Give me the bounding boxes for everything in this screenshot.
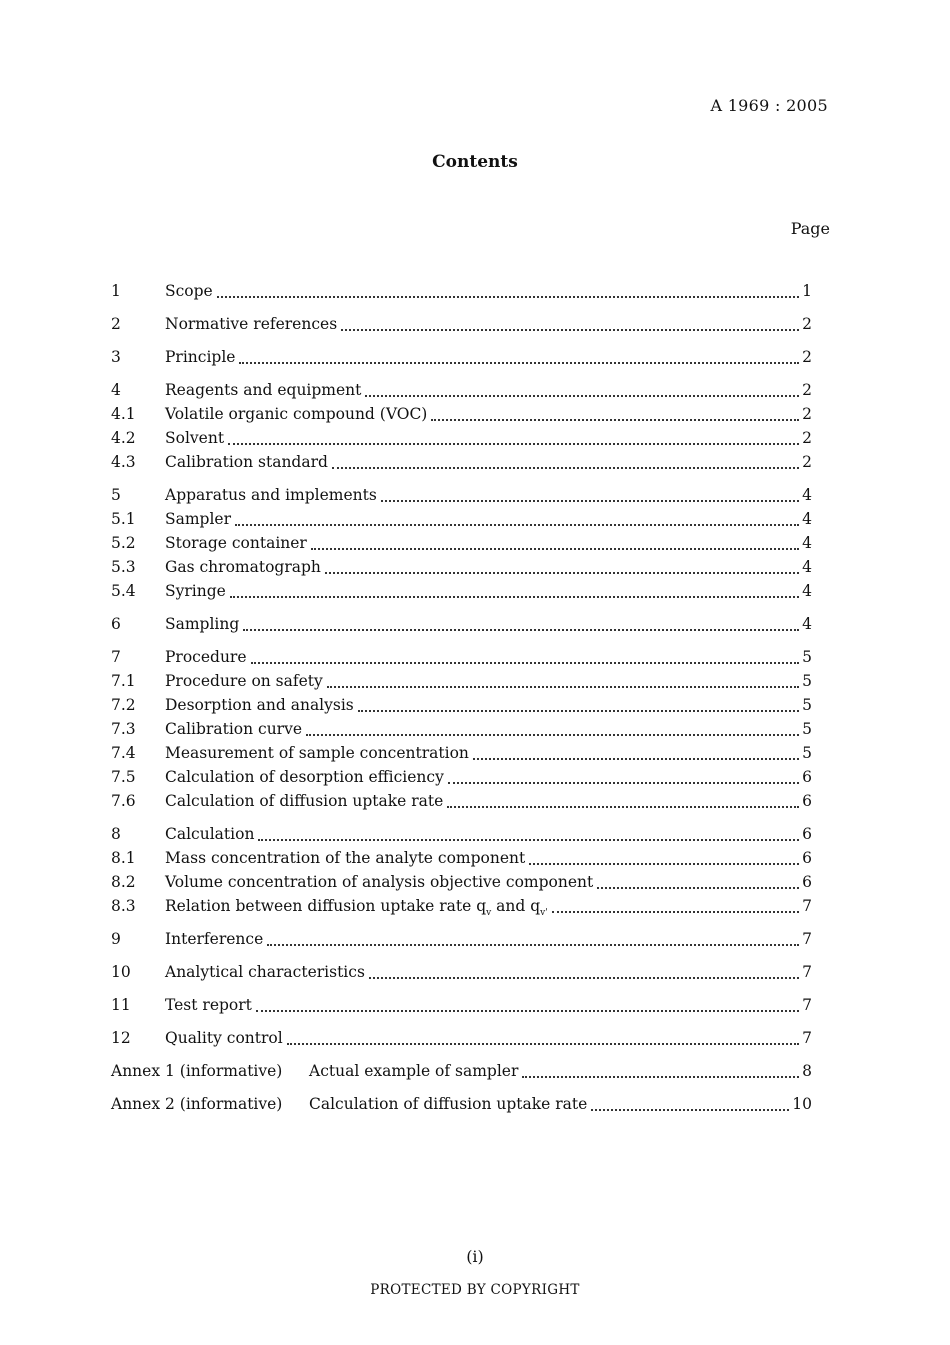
toc-entry-title bbox=[165, 930, 267, 948]
toc-entry-number: 8.3 bbox=[111, 897, 136, 915]
dot-leader bbox=[217, 296, 799, 298]
toc-group bbox=[111, 282, 812, 306]
toc-entry-title-text: Storage container bbox=[165, 534, 307, 552]
dot-leader bbox=[239, 362, 799, 364]
toc-entry-page: 2 bbox=[802, 405, 812, 423]
toc-entry-number: 3 bbox=[111, 348, 121, 366]
toc-entry-page: 7 bbox=[802, 1029, 812, 1047]
toc-group bbox=[111, 615, 812, 639]
toc-entry-page: 4 bbox=[802, 615, 812, 633]
toc-entry[interactable] bbox=[111, 873, 812, 897]
toc-group bbox=[111, 825, 812, 921]
subscript: v' bbox=[540, 908, 548, 919]
dot-leader bbox=[306, 734, 799, 736]
toc-entry-title bbox=[165, 486, 381, 504]
toc-entry-title bbox=[165, 648, 251, 666]
toc-entry-page: 4 bbox=[802, 510, 812, 528]
toc-entry[interactable] bbox=[111, 348, 812, 372]
toc-entry-title-text: Calculation of desorption efficiency bbox=[165, 768, 444, 786]
toc-entry-title-text: Principle bbox=[165, 348, 236, 366]
toc-entry-title-text: Volume concentration of analysis objective component bbox=[165, 873, 594, 891]
dot-leader bbox=[369, 977, 799, 979]
dot-leader bbox=[256, 1010, 799, 1012]
toc-entry[interactable] bbox=[111, 672, 812, 696]
toc-entry-title bbox=[165, 429, 228, 447]
toc-entry-number: 11 bbox=[111, 996, 131, 1014]
toc-entry[interactable] bbox=[111, 768, 812, 792]
toc-entry-title-text: Scope bbox=[165, 282, 213, 300]
toc-entry-page: 7 bbox=[802, 996, 812, 1014]
toc-group bbox=[111, 648, 812, 816]
dot-leader bbox=[251, 662, 800, 664]
toc-entry-number: 5.4 bbox=[111, 582, 136, 600]
dot-leader bbox=[230, 596, 799, 598]
annex-label: Annex 2 (informative) bbox=[111, 1095, 283, 1113]
toc-entry-page: 5 bbox=[802, 720, 812, 738]
toc-entry-title-text: Procedure on safety bbox=[165, 672, 323, 690]
toc-entry-title bbox=[165, 825, 258, 843]
toc-entry-number: 9 bbox=[111, 930, 121, 948]
toc-entry-number: 8.1 bbox=[111, 849, 136, 867]
toc-entry-number: 4.2 bbox=[111, 429, 136, 447]
toc-entry-number: 5.2 bbox=[111, 534, 136, 552]
toc-entry-title-text: Measurement of sample concentration bbox=[165, 744, 469, 762]
toc-entry[interactable] bbox=[111, 930, 812, 954]
toc-entry[interactable] bbox=[111, 720, 812, 744]
toc-entry-title bbox=[165, 405, 431, 423]
toc-entry-title-text: Apparatus and implements bbox=[165, 486, 377, 504]
toc-entry-title-text: Reagents and equipment bbox=[165, 381, 362, 399]
toc-entry-number: 4.1 bbox=[111, 405, 136, 423]
toc-entry-number: 8.2 bbox=[111, 873, 136, 891]
dot-leader bbox=[287, 1043, 799, 1045]
toc-group bbox=[111, 1029, 812, 1053]
dot-leader bbox=[473, 758, 799, 760]
toc-entry-number: 1 bbox=[111, 282, 121, 300]
toc-entry-title bbox=[165, 873, 597, 891]
toc-entry[interactable] bbox=[111, 744, 812, 768]
toc-entry-title bbox=[165, 510, 235, 528]
toc-entry[interactable] bbox=[111, 825, 812, 849]
dot-leader bbox=[341, 329, 799, 331]
table-of-contents bbox=[111, 282, 812, 1128]
toc-entry[interactable] bbox=[111, 792, 812, 816]
toc-entry[interactable] bbox=[111, 486, 812, 510]
toc-entry-number: 7.6 bbox=[111, 792, 136, 810]
toc-entry-title-text: Syringe bbox=[165, 582, 226, 600]
toc-entry-title-text: Analytical characteristics bbox=[165, 963, 365, 981]
toc-entry-title bbox=[165, 744, 473, 762]
toc-entry-title bbox=[165, 696, 358, 714]
toc-entry-title bbox=[165, 792, 447, 810]
toc-entry-title bbox=[165, 720, 306, 738]
dot-leader bbox=[327, 686, 799, 688]
toc-entry-page: 6 bbox=[802, 768, 812, 786]
toc-entry-page: 6 bbox=[802, 792, 812, 810]
toc-entry-title-text: Interference bbox=[165, 930, 264, 948]
toc-group bbox=[111, 996, 812, 1020]
toc-entry-title bbox=[165, 1029, 287, 1047]
toc-entry-number: 8 bbox=[111, 825, 121, 843]
dot-leader bbox=[448, 782, 799, 784]
toc-entry[interactable] bbox=[111, 1029, 812, 1053]
toc-entry-page: 2 bbox=[802, 315, 812, 333]
dot-leader bbox=[591, 1109, 789, 1111]
toc-entry-page: 2 bbox=[802, 453, 812, 471]
dot-leader bbox=[597, 887, 799, 889]
toc-entry[interactable] bbox=[111, 534, 812, 558]
toc-entry-title-text: Procedure bbox=[165, 648, 247, 666]
dot-leader bbox=[228, 443, 799, 445]
toc-entry-number: 5.3 bbox=[111, 558, 136, 576]
toc-group bbox=[111, 381, 812, 477]
toc-entry-number: 4 bbox=[111, 381, 121, 399]
toc-entry-title bbox=[165, 453, 332, 471]
toc-entry-title bbox=[165, 558, 325, 576]
toc-entry-title bbox=[165, 582, 230, 600]
toc-entry-page: 2 bbox=[802, 429, 812, 447]
toc-entry[interactable] bbox=[111, 453, 812, 477]
toc-entry-title bbox=[165, 996, 256, 1014]
toc-entry-page: 5 bbox=[802, 672, 812, 690]
toc-entry-title-text: Volatile organic compound (VOC) bbox=[165, 405, 428, 423]
toc-entry-number: 10 bbox=[111, 963, 131, 981]
dot-leader bbox=[311, 548, 799, 550]
toc-entry-number: 7.1 bbox=[111, 672, 136, 690]
annex-page: 8 bbox=[802, 1062, 812, 1080]
copyright-notice: PROTECTED BY COPYRIGHT bbox=[370, 1282, 580, 1298]
toc-entry-page: 7 bbox=[802, 963, 812, 981]
toc-entry-title bbox=[165, 282, 217, 300]
dot-leader bbox=[325, 572, 799, 574]
page-folio: (i) bbox=[466, 1247, 484, 1266]
toc-entry[interactable] bbox=[111, 582, 812, 606]
toc-entry[interactable] bbox=[111, 849, 812, 873]
toc-entry-title bbox=[165, 768, 448, 786]
toc-entry-page: 6 bbox=[802, 873, 812, 891]
toc-entry-page: 4 bbox=[802, 582, 812, 600]
toc-entry-number: 7 bbox=[111, 648, 121, 666]
toc-entry-page: 6 bbox=[802, 849, 812, 867]
toc-annex-entry[interactable] bbox=[111, 1095, 812, 1119]
toc-entry-number: 5 bbox=[111, 486, 121, 504]
annex-title: Actual example of sampler bbox=[309, 1062, 519, 1080]
toc-entry-number: 6 bbox=[111, 615, 121, 633]
dot-leader bbox=[447, 806, 799, 808]
toc-entry-title bbox=[165, 897, 552, 918]
toc-entry-number: 5.1 bbox=[111, 510, 136, 528]
toc-entry-title-text: Desorption and analysis bbox=[165, 696, 354, 714]
toc-entry[interactable] bbox=[111, 996, 812, 1020]
dot-leader bbox=[381, 500, 799, 502]
annex-label: Annex 1 (informative) bbox=[111, 1062, 283, 1080]
toc-entry[interactable] bbox=[111, 558, 812, 582]
toc-entry-title bbox=[165, 672, 327, 690]
dot-leader bbox=[267, 944, 799, 946]
toc-entry-title-text: Relation between diffusion uptake rate q bbox=[165, 897, 487, 915]
toc-entry-number: 7.4 bbox=[111, 744, 136, 762]
toc-entry-title bbox=[165, 534, 311, 552]
toc-entry[interactable] bbox=[111, 282, 812, 306]
toc-entry-number: 7.2 bbox=[111, 696, 136, 714]
toc-entry[interactable] bbox=[111, 615, 812, 639]
toc-entry-page: 2 bbox=[802, 381, 812, 399]
page-title: Contents bbox=[432, 152, 518, 172]
toc-entry-page: 4 bbox=[802, 486, 812, 504]
toc-entry[interactable] bbox=[111, 405, 812, 429]
dot-leader bbox=[258, 839, 799, 841]
toc-entry-page: 5 bbox=[802, 696, 812, 714]
page-column-label: Page bbox=[790, 219, 830, 238]
toc-group bbox=[111, 1095, 812, 1119]
toc-entry[interactable] bbox=[111, 510, 812, 534]
toc-entry-title-text: Gas chromatograph bbox=[165, 558, 321, 576]
toc-entry-title-text: Calculation of diffusion uptake rate bbox=[165, 792, 444, 810]
toc-entry-title-text: and q bbox=[491, 897, 541, 915]
toc-entry-number: 7.5 bbox=[111, 768, 136, 786]
toc-entry-title-text: Calibration standard bbox=[165, 453, 328, 471]
toc-entry-title-text: Quality control bbox=[165, 1029, 283, 1047]
toc-entry-page: 2 bbox=[802, 348, 812, 366]
annex-title: Calculation of diffusion uptake rate bbox=[309, 1095, 588, 1113]
toc-entry-number: 12 bbox=[111, 1029, 131, 1047]
annex-page: 10 bbox=[792, 1095, 812, 1113]
toc-entry-number: 4.3 bbox=[111, 453, 136, 471]
toc-group bbox=[111, 315, 812, 339]
toc-entry-page: 4 bbox=[802, 534, 812, 552]
toc-group bbox=[111, 348, 812, 372]
dot-leader bbox=[431, 419, 799, 421]
dot-leader bbox=[358, 710, 799, 712]
toc-entry-title-text: Solvent bbox=[165, 429, 225, 447]
toc-entry-page: 7 bbox=[802, 897, 812, 915]
toc-entry-title-text: Test report bbox=[165, 996, 252, 1014]
toc-entry-title bbox=[165, 849, 529, 867]
toc-entry-title-text: Sampler bbox=[165, 510, 232, 528]
toc-entry[interactable] bbox=[111, 429, 812, 453]
toc-entry-number: 2 bbox=[111, 315, 121, 333]
toc-entry[interactable] bbox=[111, 648, 812, 672]
toc-entry-page: 7 bbox=[802, 930, 812, 948]
standard-number: A 1969 : 2005 bbox=[710, 96, 828, 115]
toc-entry[interactable] bbox=[111, 897, 812, 921]
toc-entry-page: 1 bbox=[802, 282, 812, 300]
toc-entry-title-text: Calculation bbox=[165, 825, 255, 843]
toc-entry[interactable] bbox=[111, 696, 812, 720]
toc-entry-title-text: Normative references bbox=[165, 315, 338, 333]
toc-entry[interactable] bbox=[111, 381, 812, 405]
toc-annex-entry[interactable] bbox=[111, 1062, 812, 1086]
dot-leader bbox=[522, 1076, 799, 1078]
toc-group bbox=[111, 486, 812, 606]
dot-leader bbox=[365, 395, 799, 397]
toc-group bbox=[111, 930, 812, 954]
toc-entry-title-text: Calibration curve bbox=[165, 720, 303, 738]
toc-entry-title-text: Mass concentration of the analyte component bbox=[165, 849, 526, 867]
toc-entry-title bbox=[165, 381, 365, 399]
toc-entry-title bbox=[165, 315, 341, 333]
dot-leader bbox=[529, 863, 799, 865]
toc-entry-page: 5 bbox=[802, 744, 812, 762]
dot-leader bbox=[243, 629, 799, 631]
toc-entry-number: 7.3 bbox=[111, 720, 136, 738]
toc-group bbox=[111, 963, 812, 987]
toc-entry-title-text: Sampling bbox=[165, 615, 240, 633]
dot-leader bbox=[235, 524, 799, 526]
toc-group bbox=[111, 1062, 812, 1086]
toc-entry-title bbox=[165, 963, 369, 981]
toc-entry-page: 6 bbox=[802, 825, 812, 843]
dot-leader bbox=[332, 467, 799, 469]
toc-entry[interactable] bbox=[111, 315, 812, 339]
toc-entry-page: 4 bbox=[802, 558, 812, 576]
toc-entry-title bbox=[165, 615, 243, 633]
dot-leader bbox=[552, 911, 799, 913]
toc-entry-title bbox=[165, 348, 239, 366]
toc-entry[interactable] bbox=[111, 963, 812, 987]
toc-entry-page: 5 bbox=[802, 648, 812, 666]
subscript: v bbox=[486, 908, 492, 919]
